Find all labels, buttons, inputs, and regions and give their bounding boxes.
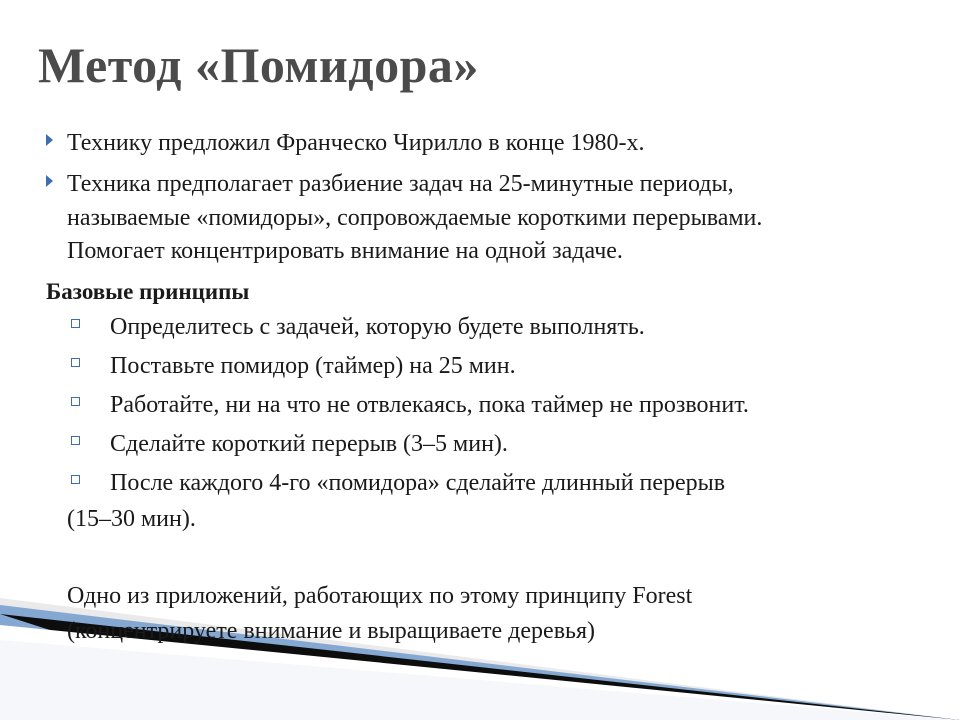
- square-bullet-icon: [71, 475, 80, 484]
- section-heading: Базовые принципы: [46, 279, 250, 304]
- bullet-2-line-1: Техника предполагает разбиение задач на 25-минутные периоды,: [67, 171, 734, 197]
- note-line-1: Одно из приложений, работающих по этому принципу Forest: [67, 583, 693, 609]
- bullet-2-line-3: Помогает концентрировать внимание на одной задаче.: [67, 238, 623, 264]
- principle-1: Определитесь с задачей, которую будете выполнять.: [110, 314, 645, 340]
- slide-title: Метод «Помидора»: [38, 37, 479, 93]
- bullet-2-line-2: называемые «помидоры», сопровождаемые короткими перерывами.: [67, 205, 763, 231]
- bullet-1-line-1: Технику предложил Франческо Чирилло в конце 1980-х.: [67, 130, 645, 156]
- square-bullet-icon: [71, 319, 80, 328]
- square-bullet-icon: [71, 358, 80, 367]
- principle-5-line-2: (15–30 мин).: [67, 506, 196, 532]
- swoosh-light-band: [0, 640, 960, 720]
- principle-2: Поставьте помидор (таймер) на 25 мин.: [110, 353, 516, 379]
- principle-3: Работайте, ни на что не отвлекаясь, пока таймер не прозвонит.: [110, 392, 749, 418]
- arrow-bullet-icon: [46, 175, 53, 187]
- square-bullet-icon: [71, 397, 80, 406]
- arrow-bullet-icon: [46, 134, 53, 146]
- note-line-2: (концентрируете внимание и выращиваете деревья): [67, 618, 595, 644]
- square-bullet-icon: [71, 436, 80, 445]
- principle-5-line-1: После каждого 4-го «помидора» сделайте длинный перерыв: [110, 470, 726, 496]
- principle-4: Сделайте короткий перерыв (3–5 мин).: [110, 431, 508, 457]
